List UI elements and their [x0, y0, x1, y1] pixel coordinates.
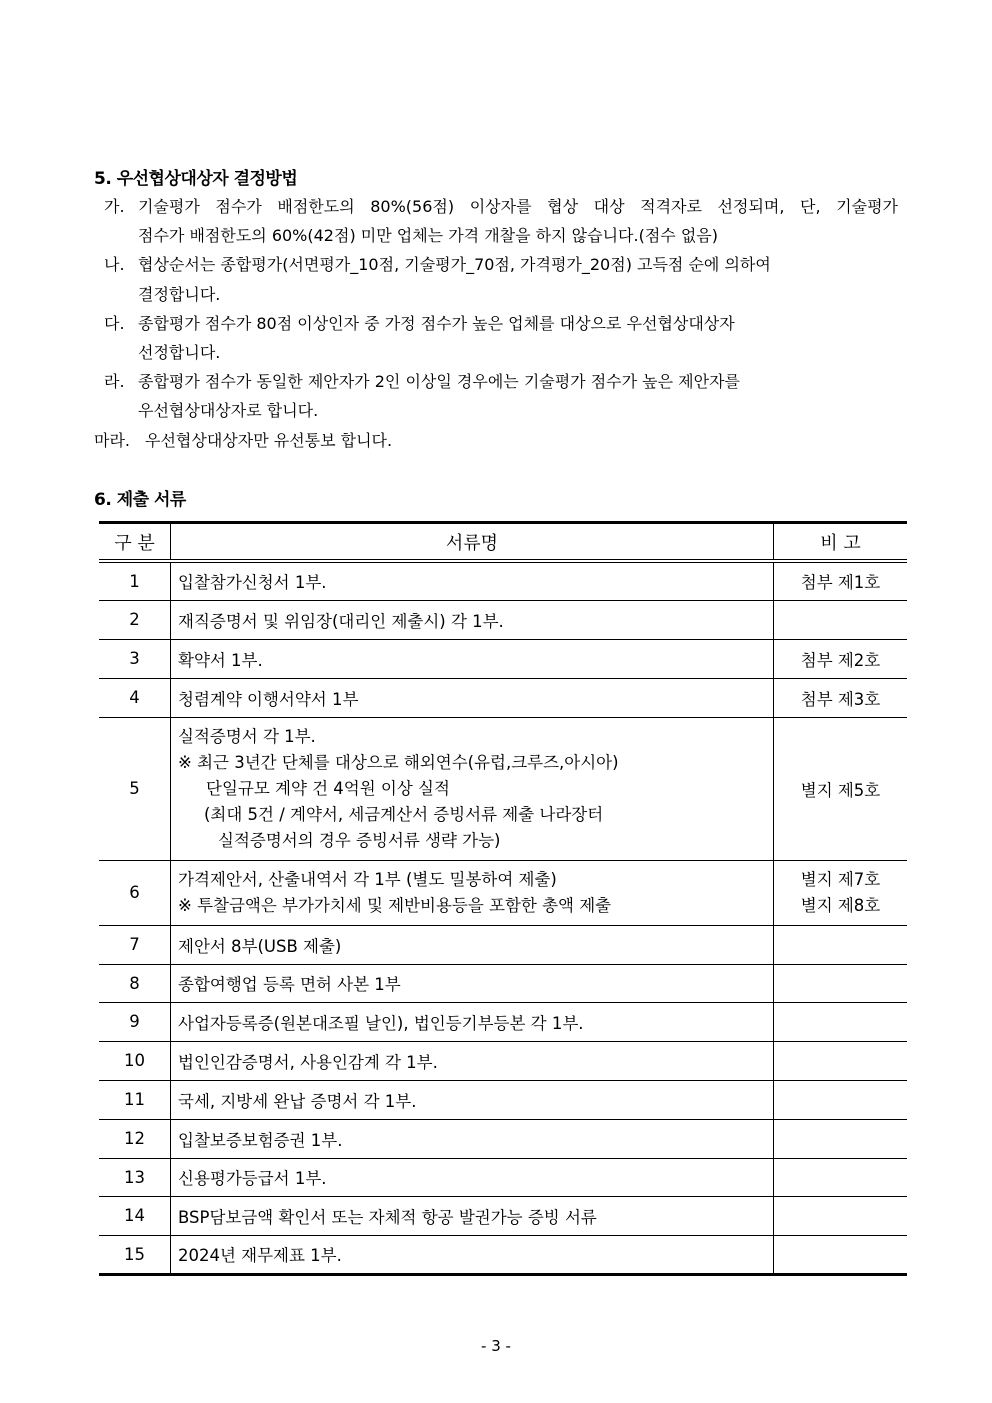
- item-text-line2: 선정합니다.: [138, 343, 221, 362]
- item-marker: 가.: [104, 197, 125, 216]
- item-text-line1: 종합평가 점수가 동일한 제안자가 2인 이상일 경우에는 기술평가 점수가 높은 제안자를: [138, 372, 740, 391]
- row-number: 15: [99, 1235, 171, 1274]
- table-row: [99, 1002, 907, 1041]
- table-row: [99, 860, 907, 925]
- remark-line: 별지 제8호: [800, 895, 881, 915]
- remark: 첨부 제2호: [774, 639, 908, 678]
- row-number: 9: [99, 1002, 171, 1041]
- item-marker: 다.: [104, 314, 125, 333]
- header-remarks: 비 고: [774, 523, 908, 562]
- document-name: 확약서 1부.: [171, 639, 774, 678]
- remark: 별지 제5호: [774, 717, 908, 860]
- row-number: 8: [99, 964, 171, 1002]
- item-text-line2: 점수가 배점한도의 60%(42점) 미만 업체는 가격 개찰을 하지 않습니다.(점수 없음): [138, 226, 718, 245]
- row-number: 13: [99, 1158, 171, 1196]
- header-category: 구 분: [99, 523, 171, 562]
- table-header-row: [99, 523, 907, 562]
- document-name: 재직증명서 및 위임장(대리인 제출시) 각 1부.: [171, 600, 774, 639]
- remark: [774, 860, 908, 925]
- item-marker: 나.: [104, 255, 125, 274]
- item-text-line1: 종합평가 점수가 80점 이상인자 중 가정 점수가 높은 업체를 대상으로 우선협상대상자: [138, 314, 735, 333]
- document-line: 가격제안서, 산출내역서 각 1부 (별도 밀봉하여 제출): [178, 869, 557, 889]
- page-number: - 3 -: [481, 1337, 511, 1355]
- document-name: 입찰보증보험증권 1부.: [171, 1119, 774, 1158]
- remark: 첨부 제3호: [774, 678, 908, 717]
- row-number: 2: [99, 600, 171, 639]
- table-row: [99, 1041, 907, 1080]
- document-name: BSP담보금액 확인서 또는 자체적 항공 발권가능 증빙 서류: [171, 1196, 774, 1235]
- table-row: [99, 678, 907, 717]
- row-number: 11: [99, 1080, 171, 1119]
- row-number: 14: [99, 1196, 171, 1235]
- section-6-title: 6. 제출 서류: [94, 490, 186, 510]
- document-name: 제안서 8부(USB 제출): [171, 925, 774, 964]
- submission-documents-table: [99, 521, 907, 1276]
- remark: [774, 1119, 908, 1158]
- document-name: 국세, 지방세 완납 증명서 각 1부.: [171, 1080, 774, 1119]
- item-marker: 마라.: [94, 431, 130, 450]
- table-row: [99, 1158, 907, 1196]
- row-number: 3: [99, 639, 171, 678]
- table-row: [99, 561, 907, 600]
- table-row: [99, 1119, 907, 1158]
- remark: [774, 600, 908, 639]
- document-note: 단일규모 계약 건 4억원 이상 실적: [206, 778, 450, 798]
- document-name: [171, 717, 774, 860]
- item-marker: 라.: [104, 372, 125, 391]
- table-row: [99, 1080, 907, 1119]
- table-row: [99, 717, 907, 860]
- document-name: [171, 860, 774, 925]
- header-document-name: 서류명: [171, 523, 774, 562]
- remark: [774, 1196, 908, 1235]
- document-name: 입찰참가신청서 1부.: [171, 561, 774, 600]
- document-name: 청렴계약 이행서약서 1부: [171, 678, 774, 717]
- remark: [774, 1158, 908, 1196]
- document-name: 2024년 재무제표 1부.: [171, 1235, 774, 1274]
- document-line: 실적증명서 각 1부.: [178, 726, 316, 746]
- remark: [774, 1080, 908, 1119]
- section-5-title: 5. 우선협상대상자 결정방법: [94, 169, 298, 189]
- remark: [774, 1002, 908, 1041]
- row-number: 7: [99, 925, 171, 964]
- remark: [774, 925, 908, 964]
- item-text-line1: 우선협상대상자만 유선통보 합니다.: [145, 431, 393, 450]
- row-number: 10: [99, 1041, 171, 1080]
- remark: 첨부 제1호: [774, 561, 908, 600]
- item-text-line2: 우선협상대상자로 합니다.: [138, 401, 319, 420]
- item-text-line1: 협상순서는 종합평가(서면평가_10점, 기술평가_70점, 가격평가_20점) 고득점 순에 의하여: [138, 255, 771, 274]
- row-number: 1: [99, 561, 171, 600]
- item-text-line2: 결정합니다.: [138, 285, 221, 304]
- remark: [774, 964, 908, 1002]
- document-name: 종합여행업 등록 면허 사본 1부: [171, 964, 774, 1002]
- remark: [774, 1041, 908, 1080]
- document-note: ※ 최근 3년간 단체를 대상으로 해외연수(유럽,크루즈,아시아): [178, 752, 619, 772]
- item-text-line1: 기술평가 점수가 배점한도의 80%(56점) 이상자를 협상 대상 적격자로 선정되며, 단, 기술평가: [138, 197, 898, 216]
- row-number: 5: [99, 717, 171, 860]
- table-row: [99, 600, 907, 639]
- row-number: 12: [99, 1119, 171, 1158]
- document-name: 신용평가등급서 1부.: [171, 1158, 774, 1196]
- document-note: (최대 5건 / 계약서, 세금계산서 증빙서류 제출 나라장터: [204, 804, 604, 824]
- table-row: [99, 964, 907, 1002]
- row-number: 6: [99, 860, 171, 925]
- document-note: ※ 투찰금액은 부가가치세 및 제반비용등을 포함한 총액 제출: [178, 895, 612, 915]
- table-row: [99, 925, 907, 964]
- row-number: 4: [99, 678, 171, 717]
- document-note: 실적증명서의 경우 증빙서류 생략 가능): [218, 830, 501, 850]
- table-row: [99, 1235, 907, 1274]
- table-row: [99, 1196, 907, 1235]
- document-name: 사업자등록증(원본대조필 날인), 법인등기부등본 각 1부.: [171, 1002, 774, 1041]
- document-name: 법인인감증명서, 사용인감계 각 1부.: [171, 1041, 774, 1080]
- remark: [774, 1235, 908, 1274]
- remark-line: 별지 제7호: [800, 869, 881, 889]
- table-row: [99, 639, 907, 678]
